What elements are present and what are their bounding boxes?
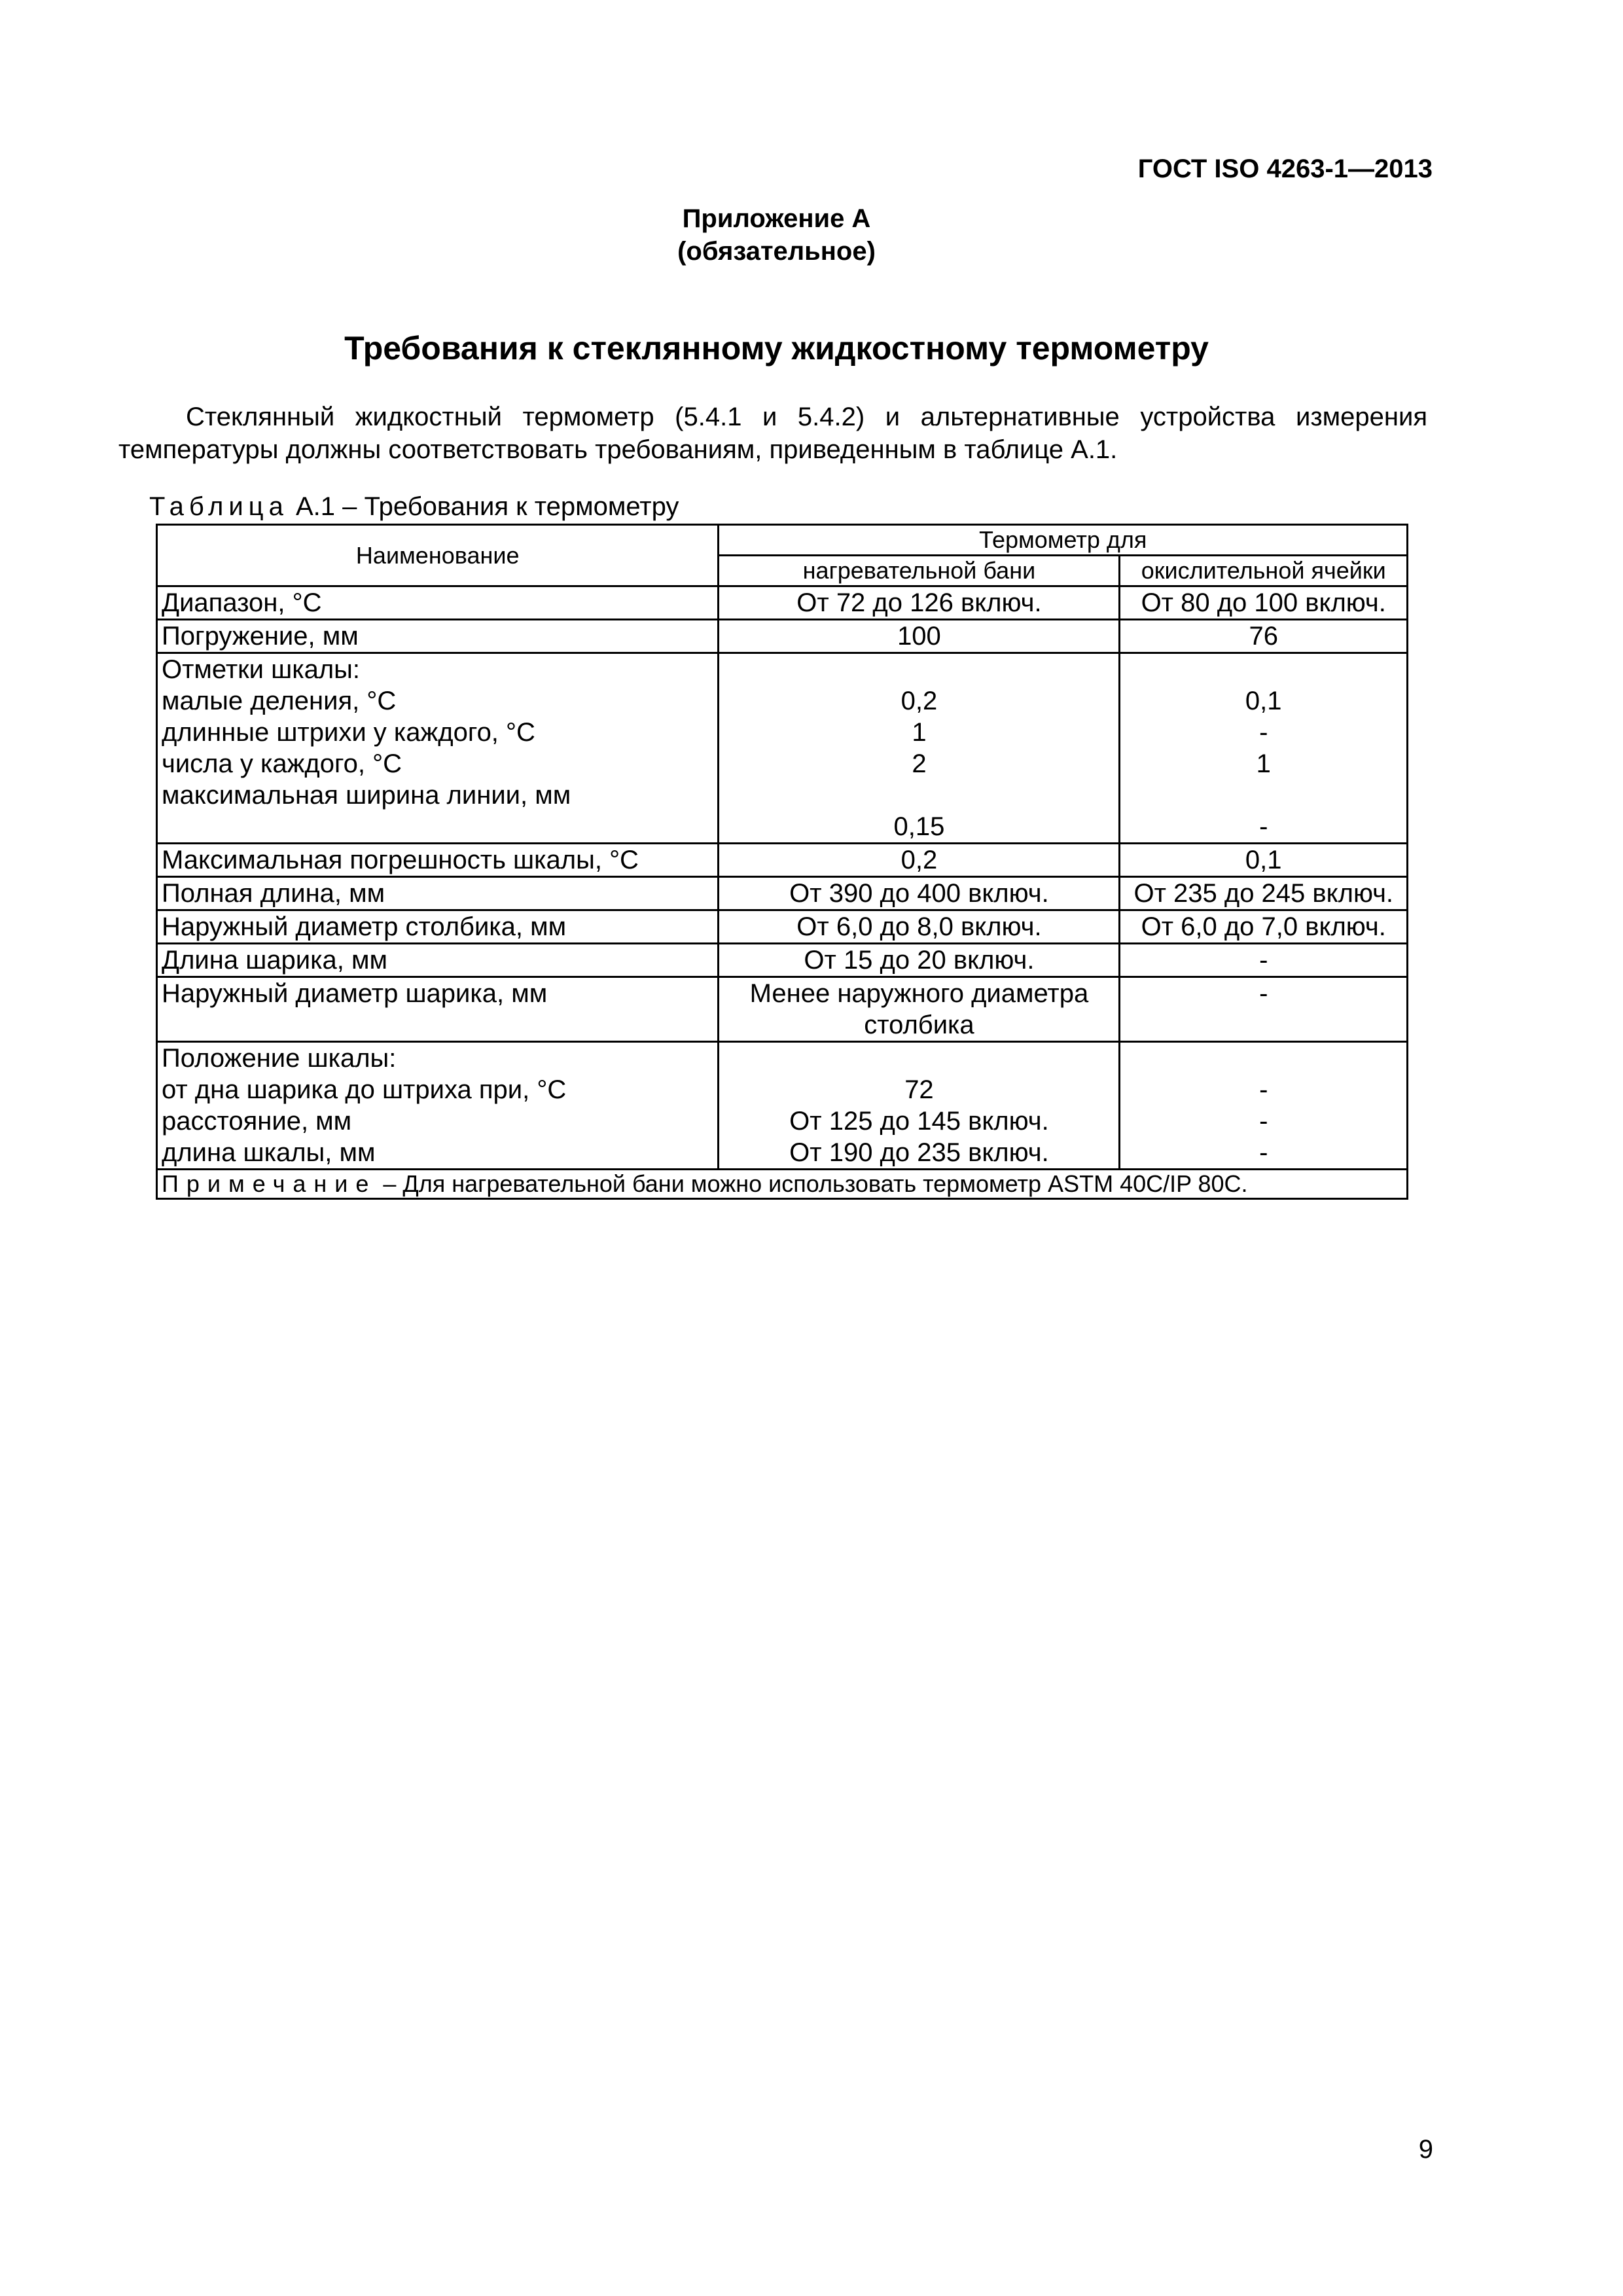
intro-paragraph-line-2: температуры должны соответствовать требованиям, приведенным в таблице А.1. <box>118 435 1118 464</box>
row-value-heating-bath: От 15 до 20 включ. <box>719 944 1120 977</box>
row-value-heating-bath: Менее наружного диаметра столбика <box>719 977 1120 1042</box>
row-name: Положение шкалы: от дна шарика до штриха при, °С расстояние, мм длина шкалы, мм <box>157 1042 719 1170</box>
row-value-oxidation-cell: От 6,0 до 7,0 включ. <box>1120 910 1408 944</box>
standard-designation: ГОСТ ISO 4263-1—2013 <box>1137 154 1433 183</box>
table-caption-text: А.1 – Требования к термометру <box>288 492 679 521</box>
row-value-heating-bath: От 390 до 400 включ. <box>719 877 1120 910</box>
row-name: Диапазон, °С <box>157 586 719 620</box>
note-text: – Для нагревательной бани можно использовать термометр ASTM 40C/IP 80C. <box>376 1170 1248 1197</box>
row-name: Отметки шкалы: малые деления, °С длинные штрихи у каждого, °С числа у каждого, °С максимальная ширина линии, мм <box>157 653 719 844</box>
row-value-heating-bath: 0,2 <box>719 844 1120 877</box>
row-value-heating-bath: 0,2 1 2 0,15 <box>719 653 1120 844</box>
header-col-oxidation-cell: окислительной ячейки <box>1120 556 1408 586</box>
row-value-heating-bath: От 6,0 до 8,0 включ. <box>719 910 1120 944</box>
row-value-oxidation-cell: 0,1 - 1 - <box>1120 653 1408 844</box>
row-name: Наружный диаметр шарика, мм <box>157 977 719 1042</box>
row-value-oxidation-cell: - <box>1120 944 1408 977</box>
row-value-oxidation-cell: От 235 до 245 включ. <box>1120 877 1408 910</box>
row-name: Максимальная погрешность шкалы, °С <box>157 844 719 877</box>
table-row <box>157 844 1408 877</box>
table-row <box>157 586 1408 620</box>
intro-paragraph <box>118 401 1427 466</box>
table-note <box>157 1170 1408 1199</box>
page-number: 9 <box>1418 2135 1433 2164</box>
note-label: Примечание <box>162 1170 377 1197</box>
table-row <box>157 877 1408 910</box>
table-row <box>157 620 1408 653</box>
table-note-row <box>157 1170 1408 1199</box>
table-row <box>157 977 1408 1042</box>
row-name: Наружный диаметр столбика, мм <box>157 910 719 944</box>
table-row <box>157 653 1408 844</box>
row-value-heating-bath: 72 От 125 до 145 включ. От 190 до 235 включ. <box>719 1042 1120 1170</box>
annex-status: (обязательное) <box>677 237 876 266</box>
row-name: Длина шарика, мм <box>157 944 719 977</box>
table-caption <box>149 492 679 522</box>
row-value-heating-bath: От 72 до 126 включ. <box>719 586 1120 620</box>
row-name: Погружение, мм <box>157 620 719 653</box>
requirements-table <box>156 524 1408 1200</box>
table-header-row <box>157 525 1408 556</box>
header-group: Термометр для <box>719 525 1408 556</box>
annex-title: Приложение А <box>682 204 871 233</box>
row-value-oxidation-cell: От 80 до 100 включ. <box>1120 586 1408 620</box>
row-value-oxidation-cell: 76 <box>1120 620 1408 653</box>
table-body <box>157 586 1408 1170</box>
row-value-oxidation-cell: - - - <box>1120 1042 1408 1170</box>
table-row <box>157 944 1408 977</box>
table-row <box>157 1042 1408 1170</box>
row-value-oxidation-cell: - <box>1120 977 1408 1042</box>
row-name: Полная длина, мм <box>157 877 719 910</box>
table-row <box>157 910 1408 944</box>
row-value-heating-bath: 100 <box>719 620 1120 653</box>
header-name: Наименование <box>157 525 719 586</box>
section-title: Требования к стеклянному жидкостному термометру <box>344 330 1209 367</box>
table-caption-label: Таблица <box>149 492 289 521</box>
row-value-oxidation-cell: 0,1 <box>1120 844 1408 877</box>
intro-paragraph-line-1: Стеклянный жидкостный термометр (5.4.1 и 5.4.2) и альтернативные устройства измерения <box>186 403 1427 431</box>
header-col-heating-bath: нагревательной бани <box>719 556 1120 586</box>
